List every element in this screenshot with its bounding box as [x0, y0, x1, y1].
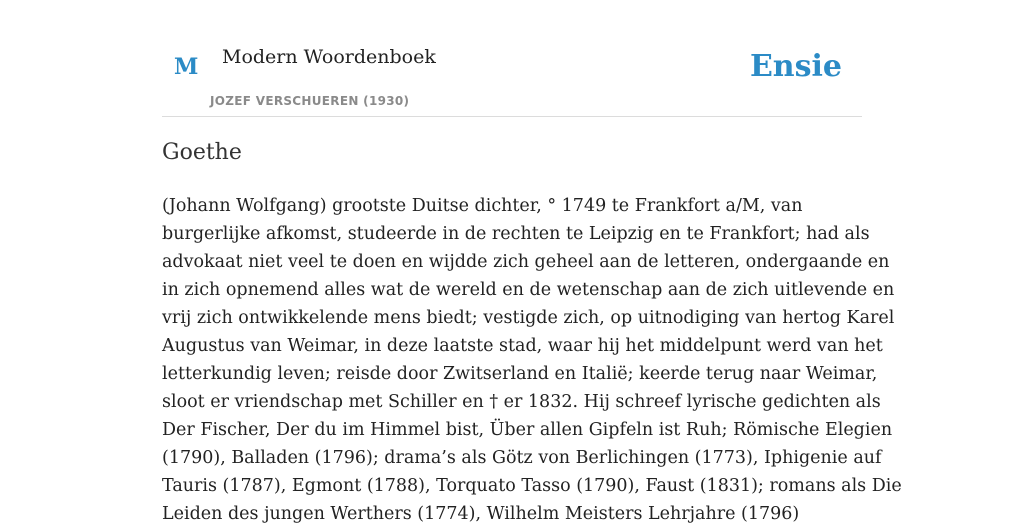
entry-body-line: Augustus van Weimar, in deze laatste stad, waar hij het middelpunt werd van het [162, 336, 883, 356]
entry-body-line: (Johann Wolfgang) grootste Duitse dichter, ° 1749 te Frankfort a/M, van [162, 196, 803, 216]
entry-body-line: Tauris (1787), Egmont (1788), Torquato Tasso (1790), Faust (1831); romans als Die [162, 476, 902, 496]
entry-body-line: Der Fischer, Der du im Himmel bist, Über allen Gipfeln ist Ruh; Römische Elegien [162, 420, 893, 440]
entry-body [162, 192, 902, 528]
entry-body-line: in zich opnemend alles wat de wereld en de wetenschap aan de zich uitlevende en [162, 280, 895, 300]
ensie-logo[interactable]: Ensie [749, 49, 842, 84]
entry-body-line: letterkundig leven; reisde door Zwitserland en Italië; keerde terug naar Weimar, [162, 364, 878, 384]
entry-body-line: sloot er vriendschap met Schiller en † er 1832. Hij schreef lyrische gedichten als [162, 392, 881, 412]
dictionary-header [162, 0, 862, 117]
entry-title: Goethe [162, 140, 242, 165]
entry-body-line: (1790), Balladen (1796); drama’s als Götz von Berlichingen (1773), Iphigenie auf [162, 448, 882, 468]
dictionary-author: JOZEF VERSCHUEREN (1930) [210, 94, 410, 108]
entry-body-line: Leiden des jungen Werthers (1774), Wilhelm Meisters Lehrjahre (1796) [162, 504, 800, 524]
dictionary-title[interactable]: Modern Woordenboek [222, 46, 436, 68]
entry-body-line: advokaat niet veel te doen en wijdde zich geheel aan de letteren, ondergaande en [162, 252, 890, 272]
entry-body-line: burgerlijke afkomst, studeerde in de rechten te Leipzig en te Frankfort; had als [162, 224, 870, 244]
dictionary-logo-icon: M [174, 54, 199, 80]
entry-body-line: vrij zich ontwikkelende mens biedt; vestigde zich, op uitnodiging van hertog Karel [162, 308, 895, 328]
